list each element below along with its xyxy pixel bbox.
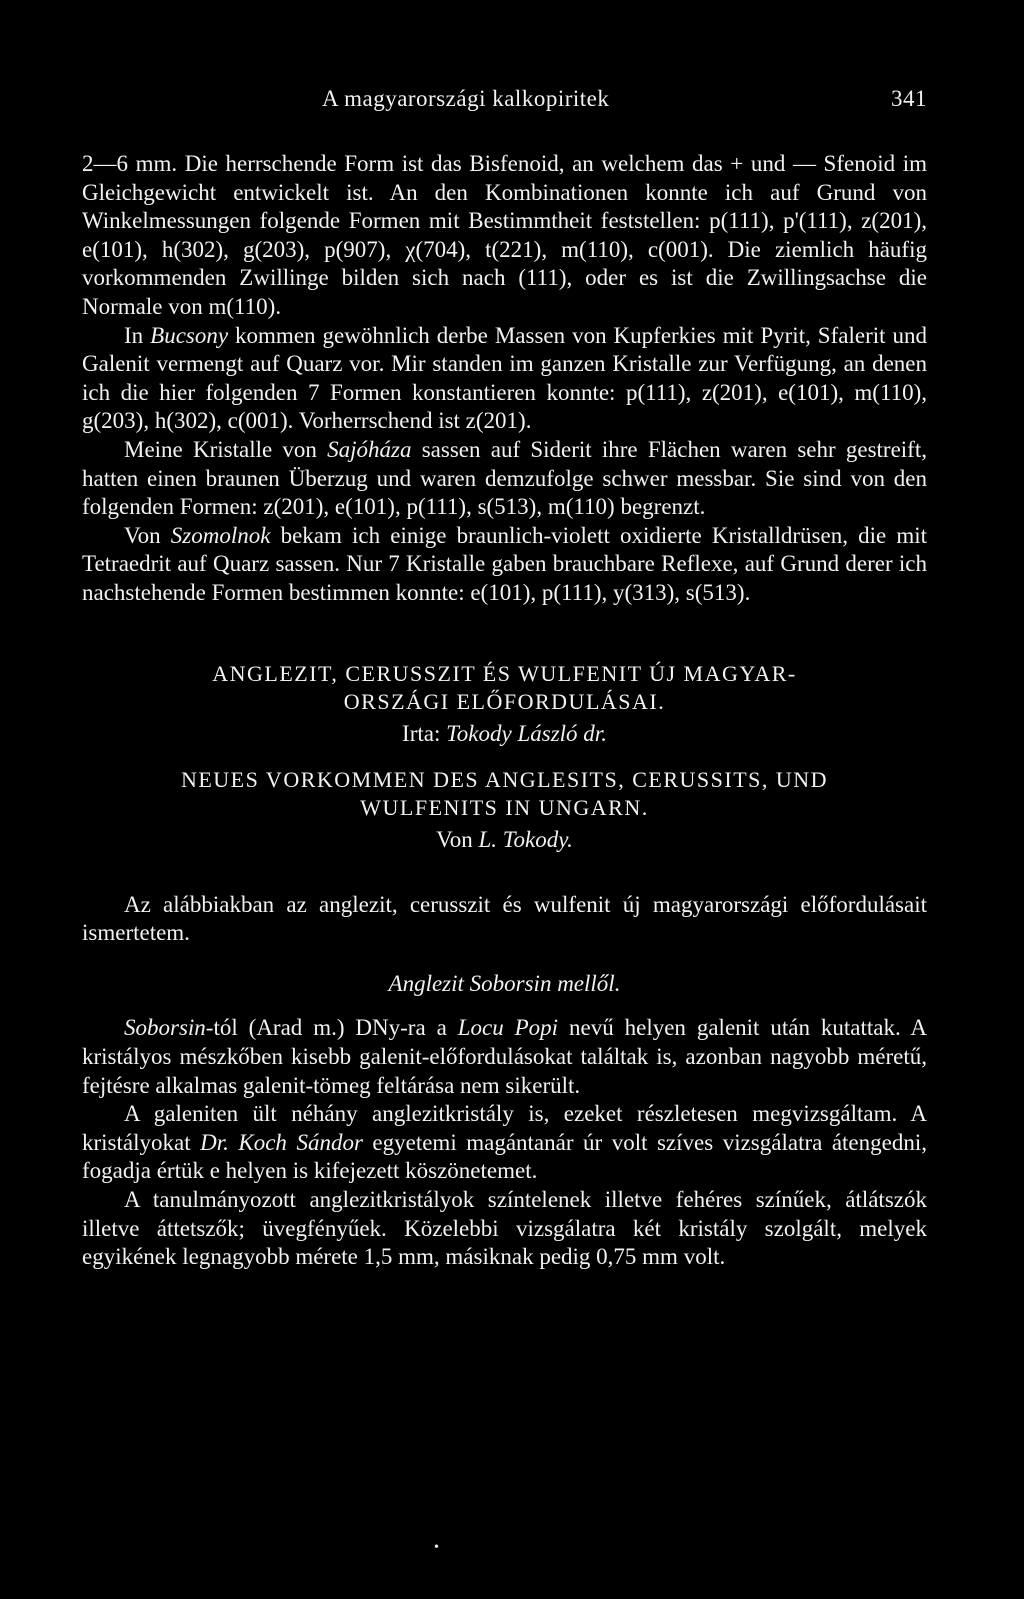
hungarian-section (82, 1014, 927, 1271)
byline-hu-author: Tokody László dr. (446, 720, 607, 746)
byline-de-prefix: Von (436, 827, 479, 853)
paragraph-text: A tanulmányozott anglezitkristályok színtelenek illetve fehéres színűek, átlátszók illetve áttetszők; üvegfényűek. Közelebbi vizsgálatra két kristály szolgált, melyek egyikének legnagyobb mérete 1,5 mm, másiknak pedig 0,75 mm volt. (82, 1187, 927, 1270)
article-title-hungarian (82, 660, 927, 716)
emphasis-text: Sajóháza (327, 436, 412, 462)
byline-de-author: L. Tokody. (478, 827, 573, 853)
page-body (82, 150, 927, 1272)
page-number: 341 (891, 86, 927, 111)
emphasis-text: Szomolnok (170, 522, 271, 548)
paragraph-text: sassen auf Siderit ihre Flächen waren sehr gestreift, hatten einen braunen Überzug und waren demzufolge schwer messbar. Sie sind von den folgenden Formen: z(201), e(101), p(111), s(513), m(110) begrenzt. (82, 436, 927, 520)
paragraph-text: 2—6 mm. Die herrschende Form ist das Bisfenoid, an welchem das + und — Sfenoid im Gleichgewicht entwickelt ist. An den Kombinationen konnte ich auf Grund von Winkelmessungen folgende Formen mit Bestimmtheit feststellen: p(111), p'(111), z(201), e(101), h(302), g(203), p(907), χ(704), t(221), m(110), c(001). Die ziemlich häufig vorkommenden Zwillinge bilden sich nach (111), oder es ist die Zwillingsachse die Normale von m(110). (82, 151, 927, 319)
article-title-de-line2: WULFENITS IN UNGARN. (360, 795, 649, 821)
paragraph-text: Von (124, 522, 171, 548)
emphasis-text: Soborsin (124, 1015, 206, 1041)
hu-paragraph (82, 1186, 927, 1272)
emphasis-text: Locu Popi (457, 1015, 559, 1041)
paragraph-text: -tól (Arad m.) DNy-ra a (205, 1015, 458, 1041)
paragraph-text: A galeniten ült néhány anglezitkristály is, ezeket részletesen megvizsgáltam. A kristályokat (82, 1101, 927, 1155)
de-paragraph (82, 436, 927, 522)
running-header (82, 86, 927, 126)
footer-mark: • (434, 1540, 439, 1555)
byline-hungarian (82, 720, 927, 749)
hu-paragraph (82, 1014, 927, 1100)
german-section (82, 150, 927, 608)
article-title-de-line1: NEUES VORKOMMEN DES ANGLESITS, CERUSSITS, UND (180, 767, 829, 793)
article-title-german (82, 766, 927, 822)
byline-german (82, 826, 927, 855)
byline-hu-prefix: Irta: (402, 720, 447, 746)
paragraph-text: egyetemi magántanár úr volt szíves vizsgálatra átengedni, fogadja értük e helyen is kifejezett köszönetemet. (82, 1129, 927, 1184)
running-title: A magyarországi kalkopiritek (322, 86, 610, 111)
emphasis-text: Dr. Koch Sándor (200, 1129, 363, 1155)
paragraph-text: In (124, 322, 151, 348)
subsection-title: Anglezit Soborsin mellől. (388, 970, 621, 996)
emphasis-text: Bucsony (150, 322, 229, 348)
de-paragraph (82, 322, 927, 436)
paragraph-text: Meine Kristalle von (124, 436, 328, 462)
paragraph-text: kommen gewöhnlich derbe Massen von Kupferkies mit Pyrit, Sfalerit und Galenit vermengt auf Quarz vor. Mir standen im ganzen Kristalle zur Verfügung, an denen ich die hier folgenden 7 Formen konstantieren konnte: p(111), z(201), e(101), m(110), g(203), h(302), c(001). Vorherrschend ist z(201). (82, 322, 927, 434)
intro-paragraph: Az alábbiakban az anglezit, cerusszit és wulfenit új magyarországi előfordulásait ismertetem. (82, 891, 927, 946)
hu-paragraph (82, 1100, 927, 1186)
paragraph-text: nevű helyen galenit után kutattak. A kristályos mészkőben kisebb galenit-előfordulásokat találtak is, azonban nagyobb méretű, fejtésre alkalmas galenit-tömeg feltárása nem sikerült. (82, 1015, 927, 1098)
article-title-hu-line1: ANGLEZIT, CERUSSZIT ÉS WULFENIT ÚJ MAGYAR- (212, 660, 797, 686)
de-paragraph (82, 150, 927, 322)
paragraph-text: bekam ich einige braunlich-violett oxidierte Kristalldrüsen, die mit Tetraedrit auf Quarz sassen. Nur 7 Kristalle gaben brauchbare Reflexe, auf Grund derer ich nachstehende Formen bestimmen konnte: e(101), p(111), y(313), s(513). (82, 522, 927, 605)
article-title-hu-line2: ORSZÁGI ELŐFORDULÁSAI. (343, 688, 666, 714)
de-paragraph (82, 522, 927, 608)
